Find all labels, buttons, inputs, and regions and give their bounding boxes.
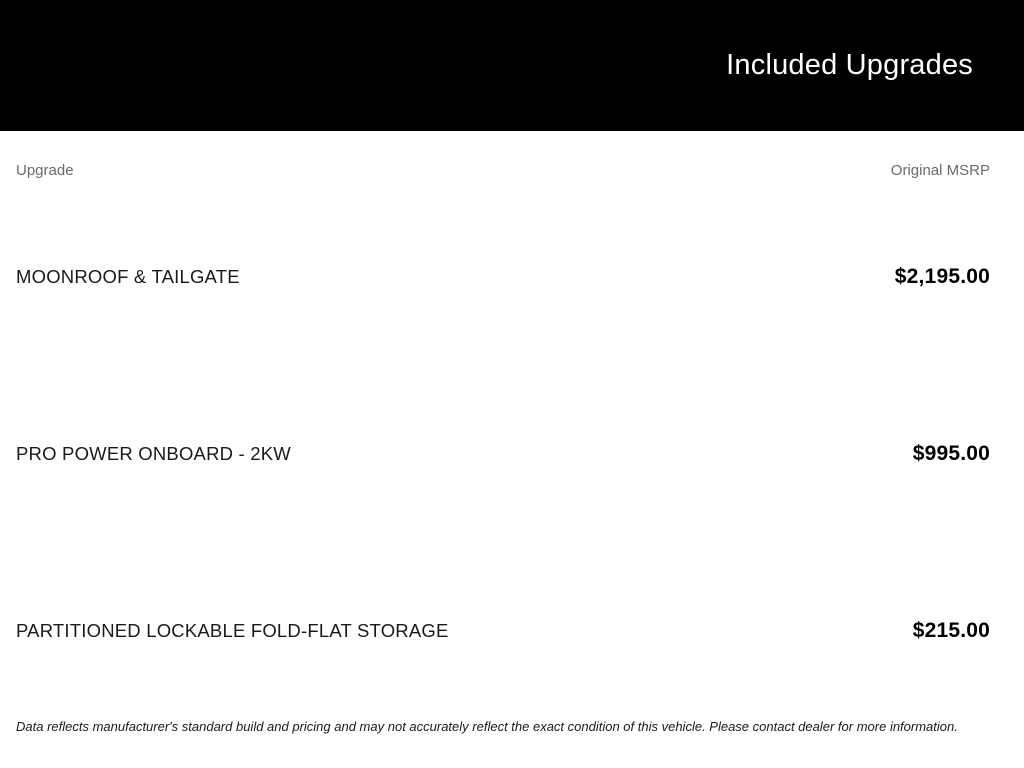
upgrade-name: PARTITIONED LOCKABLE FOLD-FLAT STORAGE [16,620,449,641]
column-header-original-msrp: Original MSRP [890,162,990,179]
upgrade-name: PRO POWER ONBOARD - 2KW [16,443,291,464]
upgrades-panel [0,131,1024,736]
upgrade-price: $215.00 [912,619,990,642]
table-row [16,619,990,643]
table-column-headers [16,131,990,179]
page-title: Included Upgrades [726,49,973,81]
included-upgrades-header [0,0,1024,131]
disclaimer-text: Data reflects manufacturer's standard build and pricing and may not accurately reflect the exact condition of this vehicle. Please contact dealer for more information. [16,719,958,734]
table-row [16,442,990,466]
upgrade-price: $995.00 [912,442,990,465]
column-header-upgrade: Upgrade [16,162,74,179]
upgrade-price: $2,195.00 [894,265,990,288]
upgrade-name: MOONROOF & TAILGATE [16,266,240,287]
table-row [16,265,990,289]
